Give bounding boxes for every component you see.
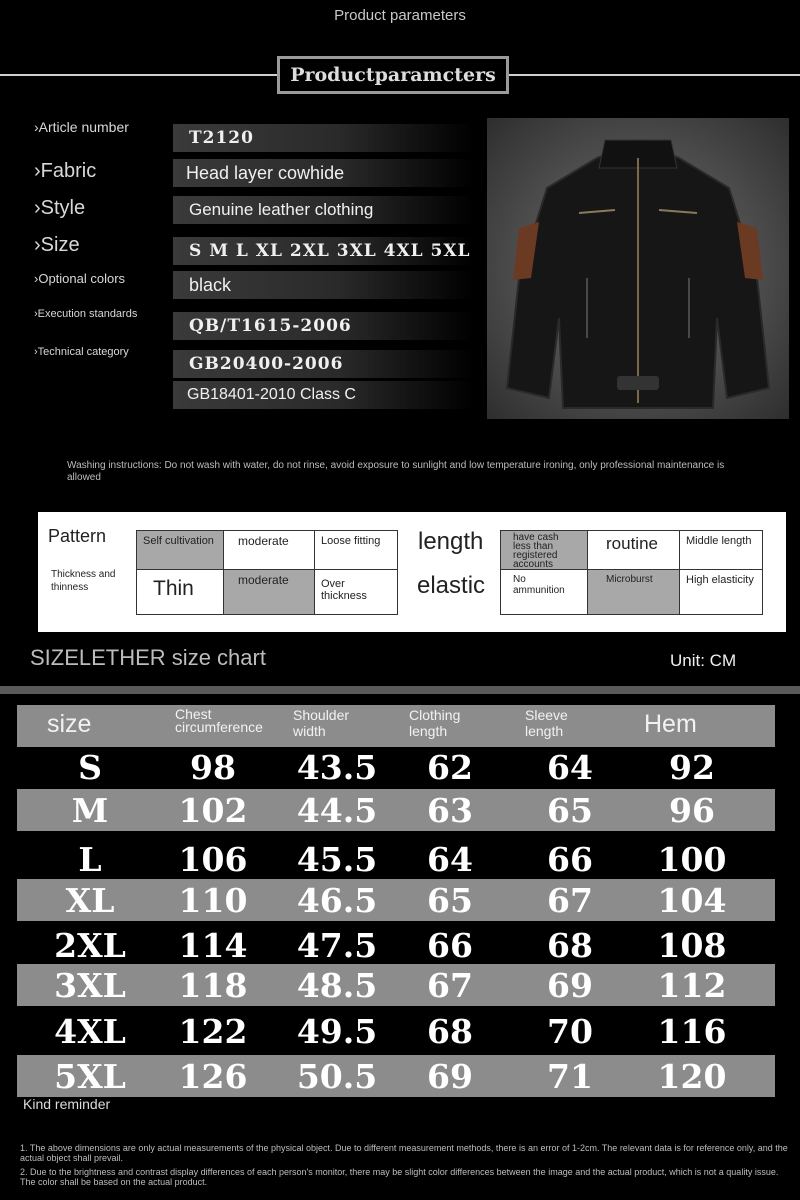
measure-cell: 100 [657, 840, 727, 879]
measure-cell: 122 [178, 1012, 248, 1051]
measure-cell: 69 [427, 1057, 473, 1096]
pattern-option-self-cultivation: Self cultivation [136, 530, 224, 570]
size-cell: 4XL [54, 1012, 126, 1051]
measure-cell: 98 [190, 748, 236, 787]
measure-cell: 104 [657, 881, 727, 920]
thickness-option-thin: Thin [136, 569, 224, 615]
elastic-option-high: High elasticity [679, 569, 763, 615]
header-sleeve: Sleeve length [525, 707, 568, 739]
measure-cell: 65 [427, 881, 473, 920]
washing-instructions: Washing instructions: Do not wash with water, do not rinse, avoid exposure to sunlight and low temperature ironing, only professional maintenance is allowed [67, 460, 725, 483]
measure-cell: 45.5 [296, 840, 378, 879]
size-chart-title: SIZELETHER size chart [30, 645, 266, 670]
pattern-label: Pattern [48, 526, 107, 546]
param-value-style: Genuine leather clothing [173, 196, 473, 224]
param-value-technical-2: GB18401-2010 Class C [173, 381, 473, 409]
measure-cell: 47.5 [296, 926, 378, 965]
param-label-technical: ›Technical category [34, 346, 129, 358]
measure-cell: 126 [178, 1057, 248, 1096]
size-chart-divider [0, 686, 800, 694]
measure-cell: 71 [547, 1057, 593, 1096]
measure-cell: 116 [657, 1012, 727, 1051]
param-value-colors: black [173, 271, 473, 299]
pattern-option-moderate: moderate [223, 530, 315, 570]
length-option-middle: Middle length [679, 530, 763, 570]
param-label-size: ›Size [34, 234, 80, 256]
length-label: length [418, 528, 484, 555]
param-label-colors: ›Optional colors [34, 271, 126, 286]
measure-cell: 44.5 [296, 791, 378, 830]
size-cell: XL [65, 881, 115, 920]
size-cell: 3XL [54, 966, 126, 1005]
measure-cell: 46.5 [296, 881, 378, 920]
attribute-panel [38, 512, 786, 632]
measure-cell: 66 [547, 840, 593, 879]
param-value-size: S M L XL 2XL 3XL 4XL 5XL [173, 237, 473, 265]
param-value-technical: GB20400-2006 [173, 350, 473, 378]
measure-cell: 48.5 [296, 966, 378, 1005]
param-label-article: ›Article number [34, 119, 129, 135]
size-cell: M [71, 791, 109, 830]
measure-cell: 65 [547, 791, 593, 830]
param-label-style: ›Style [34, 197, 86, 219]
reminder-note-2: 2. Due to the brightness and contrast display differences of each person's monitor, there may be slight color differences between the image and the actual product, which is not a quality issue. The color shall be based on the actual product. [20, 1167, 779, 1187]
size-cell: L [78, 840, 102, 879]
measure-cell: 68 [547, 926, 593, 965]
size-cell: 2XL [54, 926, 126, 965]
size-cell: 5XL [54, 1057, 126, 1096]
elastic-option-none: No ammunition [500, 569, 588, 615]
measure-cell: 69 [547, 966, 593, 1005]
param-label-fabric: ›Fabric [34, 160, 97, 182]
measure-cell: 114 [178, 926, 248, 965]
size-chart-unit: Unit: CM [670, 651, 737, 670]
measure-cell: 92 [669, 748, 715, 787]
measure-cell: 70 [547, 1012, 593, 1051]
param-value-execution: QB/T1615-2006 [173, 312, 473, 340]
header-clothing-length: Clothing length [409, 707, 461, 739]
pattern-option-loose-fitting: Loose fitting [314, 530, 398, 570]
reminder-note-1: 1. The above dimensions are only actual measurements of the physical object. Due to different measurement methods, there is an error of 1-2cm. The relevant data is for reference only, and the actual object shall prevail. [20, 1143, 788, 1163]
measure-cell: 64 [547, 748, 593, 787]
measure-cell: 49.5 [296, 1012, 378, 1051]
header-chest: Chest circumference [175, 706, 263, 735]
measure-cell: 66 [427, 926, 473, 965]
measure-cell: 50.5 [296, 1057, 378, 1096]
measure-cell: 63 [427, 791, 473, 830]
measure-cell: 96 [669, 791, 715, 830]
param-value-fabric: Head layer cowhide [173, 159, 473, 187]
thickness-label: Thickness and thinness [51, 569, 116, 593]
measure-cell: 68 [427, 1012, 473, 1051]
measure-cell: 110 [178, 881, 248, 920]
thickness-option-moderate: moderate [223, 569, 315, 615]
elastic-label: elastic [417, 572, 486, 599]
measure-cell: 118 [178, 966, 248, 1005]
elastic-option-microburst: Microburst [587, 569, 680, 615]
leather-jacket-image [487, 118, 789, 419]
param-label-execution: ›Execution standards [34, 308, 138, 320]
measure-cell: 62 [427, 748, 473, 787]
thickness-option-over-thickness: Over thickness [314, 569, 398, 615]
measure-cell: 120 [657, 1057, 727, 1096]
reminder-title: Kind reminder [23, 1096, 111, 1112]
measure-cell: 67 [427, 966, 473, 1005]
param-value-article: T2120 [173, 124, 473, 152]
measure-cell: 112 [657, 966, 727, 1005]
product-photo [487, 118, 789, 419]
measure-cell: 106 [178, 840, 248, 879]
header-size: size [47, 710, 92, 738]
length-option-routine: routine [587, 530, 680, 570]
size-table-header [17, 705, 775, 747]
page-title: Product parameters [334, 7, 466, 24]
size-cell: S [78, 748, 102, 787]
measure-cell: 102 [178, 791, 248, 830]
measure-cell: 108 [657, 926, 727, 965]
measure-cell: 67 [547, 881, 593, 920]
header-shoulder: Shoulder width [293, 707, 350, 739]
measure-cell: 64 [427, 840, 473, 879]
measure-cell: 43.5 [296, 748, 378, 787]
length-option-short: have cash less than registered accounts [500, 530, 588, 570]
header-banner: Productparamcters [277, 56, 509, 94]
header-hem: Hem [644, 710, 697, 738]
